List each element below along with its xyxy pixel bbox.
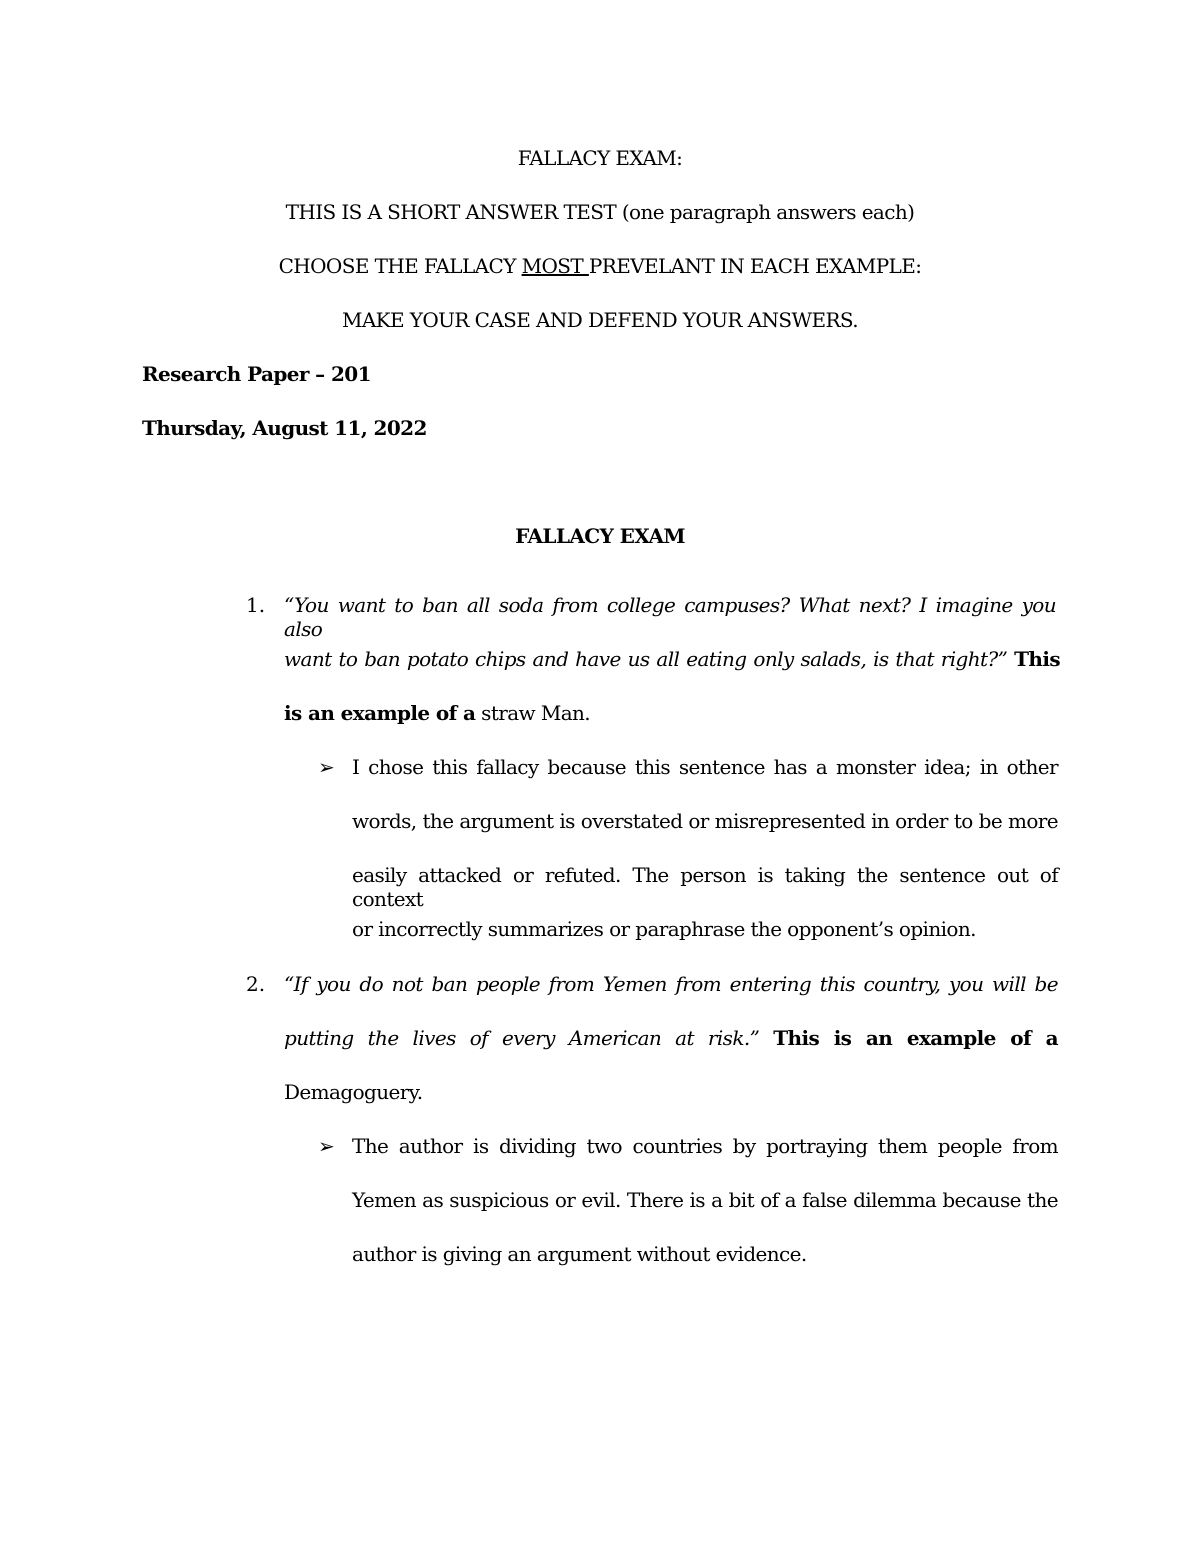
item-1-answer: straw Man. (481, 701, 591, 725)
item-1-label-line (284, 701, 590, 725)
section-title: FALLACY EXAM (515, 524, 685, 548)
item-2-quote-text-2: putting the lives of every American at risk.” (284, 1026, 760, 1050)
item-2-quote-line-2 (284, 1026, 1058, 1050)
header-line-3-emphasis: MOST (521, 254, 589, 278)
header-line-4: MAKE YOUR CASE AND DEFEND YOUR ANSWERS. (341, 308, 859, 332)
item-1-explanation-line-1: I chose this fallacy because this sentence has a monster idea; in other (352, 755, 1058, 779)
header-line-2: THIS IS A SHORT ANSWER TEST (one paragraph answers each) (285, 200, 915, 224)
item-1-label-part-1: This (1014, 647, 1060, 671)
item-2-explanation-line-1: The author is dividing two countries by portraying them people from (352, 1134, 1058, 1158)
item-2-answer: Demagoguery. (284, 1080, 423, 1104)
item-1-quote-line-2 (284, 647, 1060, 671)
item-1-label-part-2: is an example of a (284, 701, 476, 725)
item-2-number: 2. (246, 972, 266, 996)
header-line-3-pre: CHOOSE THE FALLACY (278, 254, 522, 278)
item-1-quote-text-2: want to ban potato chips and have us all eating only salads, is that right?” (284, 647, 1008, 671)
item-2-explanation-line-3: author is giving an argument without evidence. (352, 1242, 807, 1266)
header-line-1: FALLACY EXAM: (517, 146, 683, 170)
date-label: Thursday, August 11, 2022 (142, 416, 427, 440)
item-2-quote-line-1: “If you do not ban people from Yemen from entering this country, you will be (284, 972, 1058, 996)
arrow-bullet-icon: ➢ (318, 1134, 335, 1158)
item-2-explanation-line-2: Yemen as suspicious or evil. There is a bit of a false dilemma because the (352, 1188, 1058, 1212)
item-1-number: 1. (246, 593, 266, 617)
item-1-quote-line-1: “You want to ban all soda from college campuses? What next? I imagine you also (284, 593, 1056, 641)
header-line-3 (0, 254, 1200, 278)
arrow-bullet-icon: ➢ (318, 755, 335, 779)
item-2-label: This is an example of a (773, 1026, 1058, 1050)
course-label: Research Paper – 201 (142, 362, 371, 386)
item-1-explanation-line-3: easily attacked or refuted. The person is taking the sentence out of context (352, 863, 1058, 911)
item-1-explanation-line-2: words, the argument is overstated or misrepresented in order to be more (352, 809, 1058, 833)
header-line-3-post: PREVELANT IN EACH EXAMPLE: (588, 254, 922, 278)
item-1-explanation-line-4: or incorrectly summarizes or paraphrase the opponent’s opinion. (352, 917, 976, 941)
